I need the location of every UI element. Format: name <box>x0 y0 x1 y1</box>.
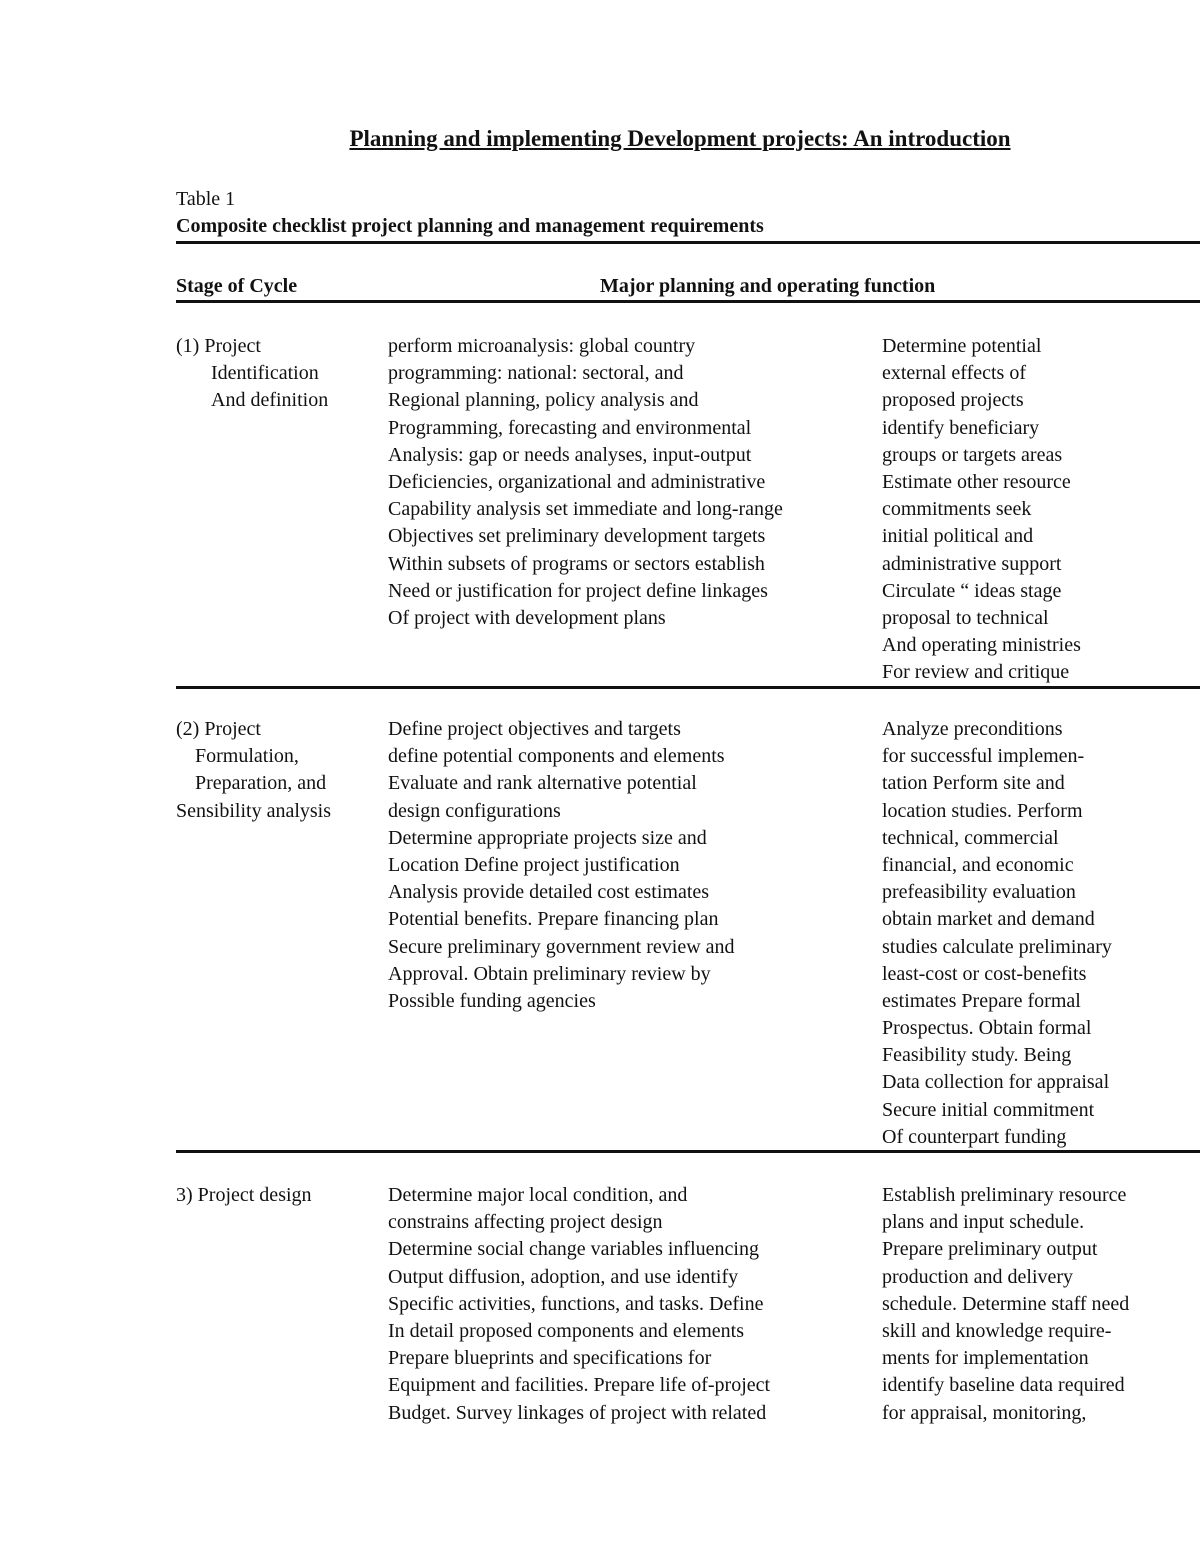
function-line: Determine social change variables influencing <box>388 1238 759 1261</box>
document-title: Planning and implementing Development projects: An introduction <box>349 126 1011 151</box>
row3-operations <box>882 1182 1129 1427</box>
function-line: constrains affecting project design <box>388 1211 663 1234</box>
function-line: define potential components and elements <box>388 745 725 768</box>
operation-line: Of counterpart funding <box>882 1125 1067 1148</box>
operation-line: proposal to technical <box>882 606 1049 629</box>
operation-line: Determine potential <box>882 335 1042 357</box>
function-line: Evaluate and rank alternative potential <box>388 772 697 795</box>
stage-line: Preparation, and <box>195 772 327 795</box>
operation-line: Data collection for appraisal <box>882 1071 1110 1094</box>
operation-line: financial, and economic <box>882 853 1074 876</box>
stage-line: 3) Project design <box>176 1184 312 1206</box>
function-line: Analysis provide detailed cost estimates <box>388 881 710 904</box>
operation-line: external effects of <box>882 362 1026 385</box>
function-line: Secure preliminary government review and <box>388 935 735 958</box>
operation-line: for successful implemen- <box>882 745 1085 768</box>
function-line: Regional planning, policy analysis and <box>388 389 699 412</box>
operation-line: obtain market and demand <box>882 908 1095 931</box>
row1-functions <box>388 333 783 632</box>
function-line: Equipment and facilities. Prepare life of-project <box>388 1374 771 1397</box>
function-line: Output diffusion, adoption, and use identify <box>388 1265 739 1288</box>
row2-rule <box>176 1150 1200 1153</box>
row3-functions <box>388 1182 770 1427</box>
row2-functions <box>388 716 735 1015</box>
operation-line: plans and input schedule. <box>882 1211 1085 1234</box>
operation-line: for appraisal, monitoring, <box>882 1401 1087 1424</box>
operation-line: technical, commercial <box>882 826 1059 849</box>
table-label: Table 1 <box>176 188 236 210</box>
operation-line: identify baseline data required <box>882 1374 1125 1397</box>
function-line: Programming, forecasting and environmental <box>388 416 752 439</box>
function-line: Define project objectives and targets <box>388 718 681 740</box>
operation-line: Secure initial commitment <box>882 1098 1095 1121</box>
function-line: Potential benefits. Prepare financing plan <box>388 908 719 931</box>
function-line: design configurations <box>388 799 561 822</box>
stage-line: Sensibility analysis <box>176 799 331 822</box>
operation-line: skill and knowledge require- <box>882 1319 1112 1342</box>
stage-line: Formulation, <box>195 745 299 768</box>
function-line: Analysis: gap or needs analyses, input-output <box>388 443 752 466</box>
operation-line: Analyze preconditions <box>882 718 1063 740</box>
function-line: programming: national: sectoral, and <box>388 362 684 385</box>
function-line: Capability analysis set immediate and long-range <box>388 498 783 521</box>
function-line: Budget. Survey linkages of project with related <box>388 1401 767 1424</box>
stage-line: (2) Project <box>176 718 261 740</box>
function-line: Of project with development plans <box>388 606 666 629</box>
function-line: Determine appropriate projects size and <box>388 826 707 849</box>
operation-line: schedule. Determine staff need <box>882 1292 1130 1315</box>
operation-line: identify beneficiary <box>882 416 1040 439</box>
function-line: Need or justification for project define linkages <box>388 579 768 602</box>
header-major-function: Major planning and operating function <box>600 275 936 297</box>
operation-line: production and delivery <box>882 1265 1074 1288</box>
operation-line: proposed projects <box>882 389 1024 412</box>
operation-line: Circulate “ ideas stage <box>882 579 1062 602</box>
operation-line: For review and critique <box>882 661 1070 684</box>
function-line: Specific activities, functions, and tasks. Define <box>388 1292 764 1315</box>
operation-line: Estimate other resource <box>882 470 1071 493</box>
stage-line: Identification <box>211 362 319 385</box>
function-line: Approval. Obtain preliminary review by <box>388 962 711 985</box>
operation-line: groups or targets areas <box>882 443 1063 466</box>
row1-operations <box>882 333 1081 686</box>
function-line: In detail proposed components and elements <box>388 1319 745 1342</box>
operation-line: And operating ministries <box>882 634 1081 657</box>
operation-line: Prepare preliminary output <box>882 1238 1098 1261</box>
row2-operations <box>882 716 1112 1151</box>
top-rule <box>176 241 1200 244</box>
operation-line: least-cost or cost-benefits <box>882 962 1087 985</box>
function-line: Prepare blueprints and specifications for <box>388 1347 712 1370</box>
operation-line: prefeasibility evaluation <box>882 881 1076 904</box>
operation-line: commitments seek <box>882 498 1032 521</box>
function-line: Objectives set preliminary development targets <box>388 525 766 548</box>
row1-rule <box>176 686 1200 689</box>
header-rule <box>176 300 1200 303</box>
function-line: Location Define project justification <box>388 853 680 876</box>
operation-line: Establish preliminary resource <box>882 1184 1127 1206</box>
operation-line: studies calculate preliminary <box>882 935 1112 958</box>
stage-line: (1) Project <box>176 335 261 357</box>
function-line: Possible funding agencies <box>388 989 596 1012</box>
function-line: Deficiencies, organizational and administrative <box>388 470 766 493</box>
row2-stage <box>176 716 331 825</box>
stage-line: And definition <box>211 389 329 412</box>
operation-line: Feasibility study. Being <box>882 1044 1072 1067</box>
table-caption: Composite checklist project planning and management requirements <box>176 215 764 237</box>
operation-line: ments for implementation <box>882 1347 1089 1370</box>
operation-line: Prospectus. Obtain formal <box>882 1017 1092 1040</box>
operation-line: initial political and <box>882 525 1034 548</box>
function-line: perform microanalysis: global country <box>388 335 696 357</box>
operation-line: tation Perform site and <box>882 772 1065 795</box>
function-line: Within subsets of programs or sectors establish <box>388 552 765 575</box>
row3-stage <box>176 1182 312 1209</box>
function-line: Determine major local condition, and <box>388 1184 688 1206</box>
operation-line: administrative support <box>882 552 1062 575</box>
operation-line: estimates Prepare formal <box>882 989 1081 1012</box>
operation-line: location studies. Perform <box>882 799 1083 822</box>
row1-stage <box>176 333 328 415</box>
header-stage-of-cycle: Stage of Cycle <box>176 275 298 297</box>
